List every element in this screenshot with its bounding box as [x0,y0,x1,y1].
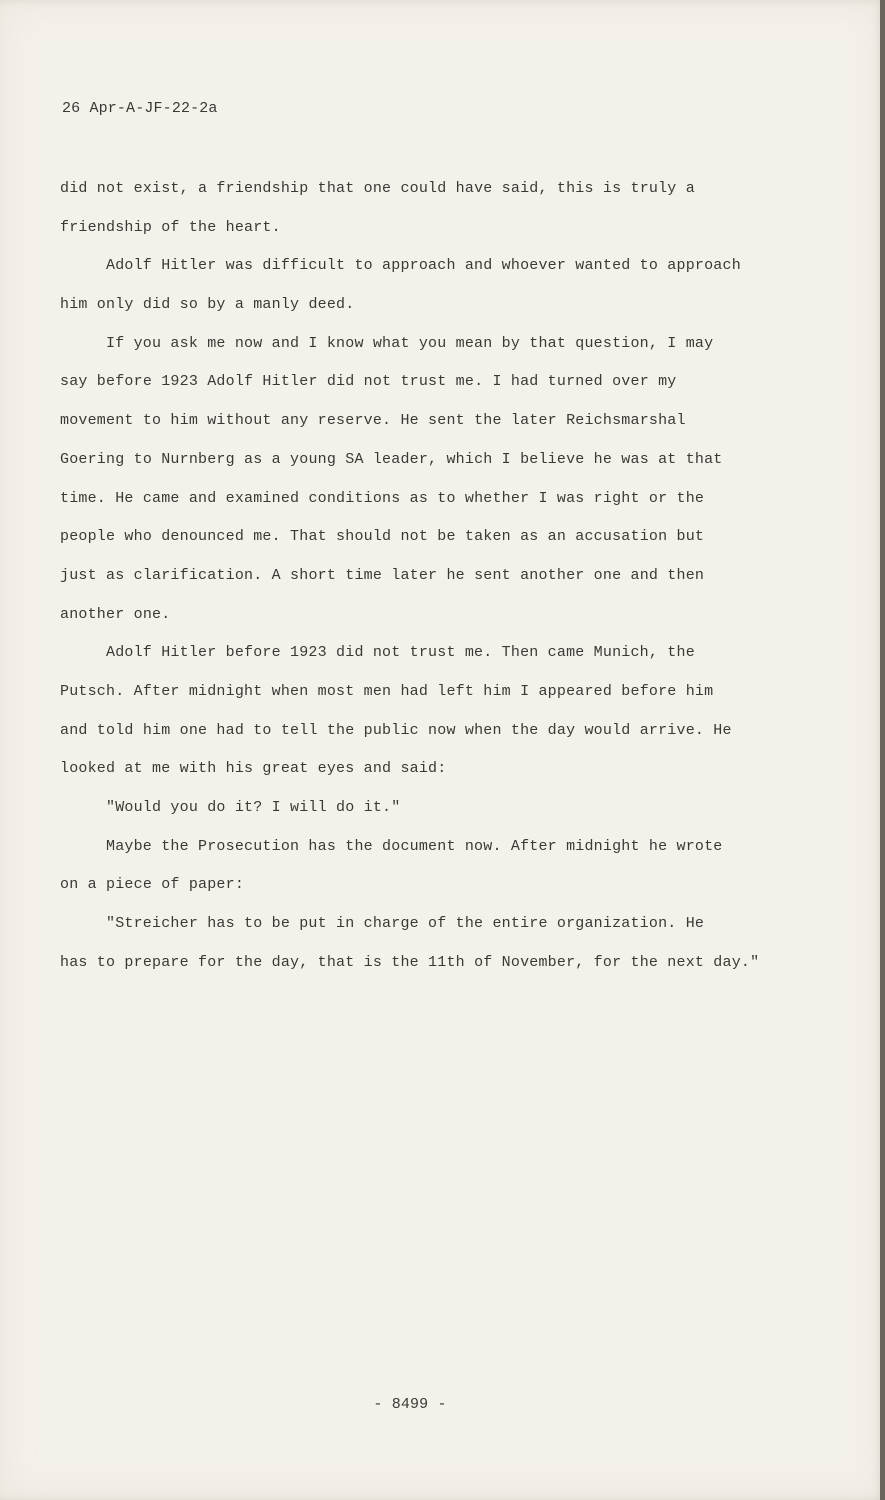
body-line: him only did so by a manly deed. [60,296,355,314]
quote-line: "Would you do it? I will do it." [106,799,401,816]
body-line: movement to him without any reserve. He sent the later Reichsmarshal [60,412,686,430]
quote-line: "Streicher has to be put in charge of the entire organization. He [106,915,705,933]
paragraph-start-line: If you ask me now and I know what you mean by that question, I may [106,334,714,352]
body-line: did not exist, a friendship that one could have said, this is truly a [60,180,695,197]
page-edge [880,0,885,1500]
body-line: people who denounced me. That should not be taken as an accusation but [60,528,705,546]
paragraph-start-line: Adolf Hitler was difficult to approach and whoever wanted to approach [106,257,741,275]
page-number: - 8499 - [373,1396,447,1413]
body-line: say before 1923 Adolf Hitler did not trust me. I had turned over my [60,373,677,391]
body-line: Putsch. After midnight when most men had left him I appeared before him [60,682,714,700]
body-line: another one. [60,605,171,623]
body-line: Goering to Nurnberg as a young SA leader, which I believe he was at that [60,450,723,468]
body-line: has to prepare for the day, that is the 11th of November, for the next day." [60,953,760,971]
document-reference: 26 Apr-A-JF-22-2a [62,100,218,117]
body-line: just as clarification. A short time later he sent another one and then [60,566,705,584]
body-line: and told him one had to tell the public now when the day would arrive. He [60,721,732,739]
body-line: time. He came and examined conditions as to whether I was right or the [60,489,705,507]
body-line: looked at me with his great eyes and said: [60,760,447,778]
paragraph-start-line: Maybe the Prosecution has the document now. After midnight he wrote [106,837,723,855]
body-line: friendship of the heart. [60,218,281,236]
paragraph-start-line: Adolf Hitler before 1923 did not trust me. Then came Munich, the [106,644,695,662]
body-line: on a piece of paper: [60,876,245,894]
document-body [60,174,820,986]
